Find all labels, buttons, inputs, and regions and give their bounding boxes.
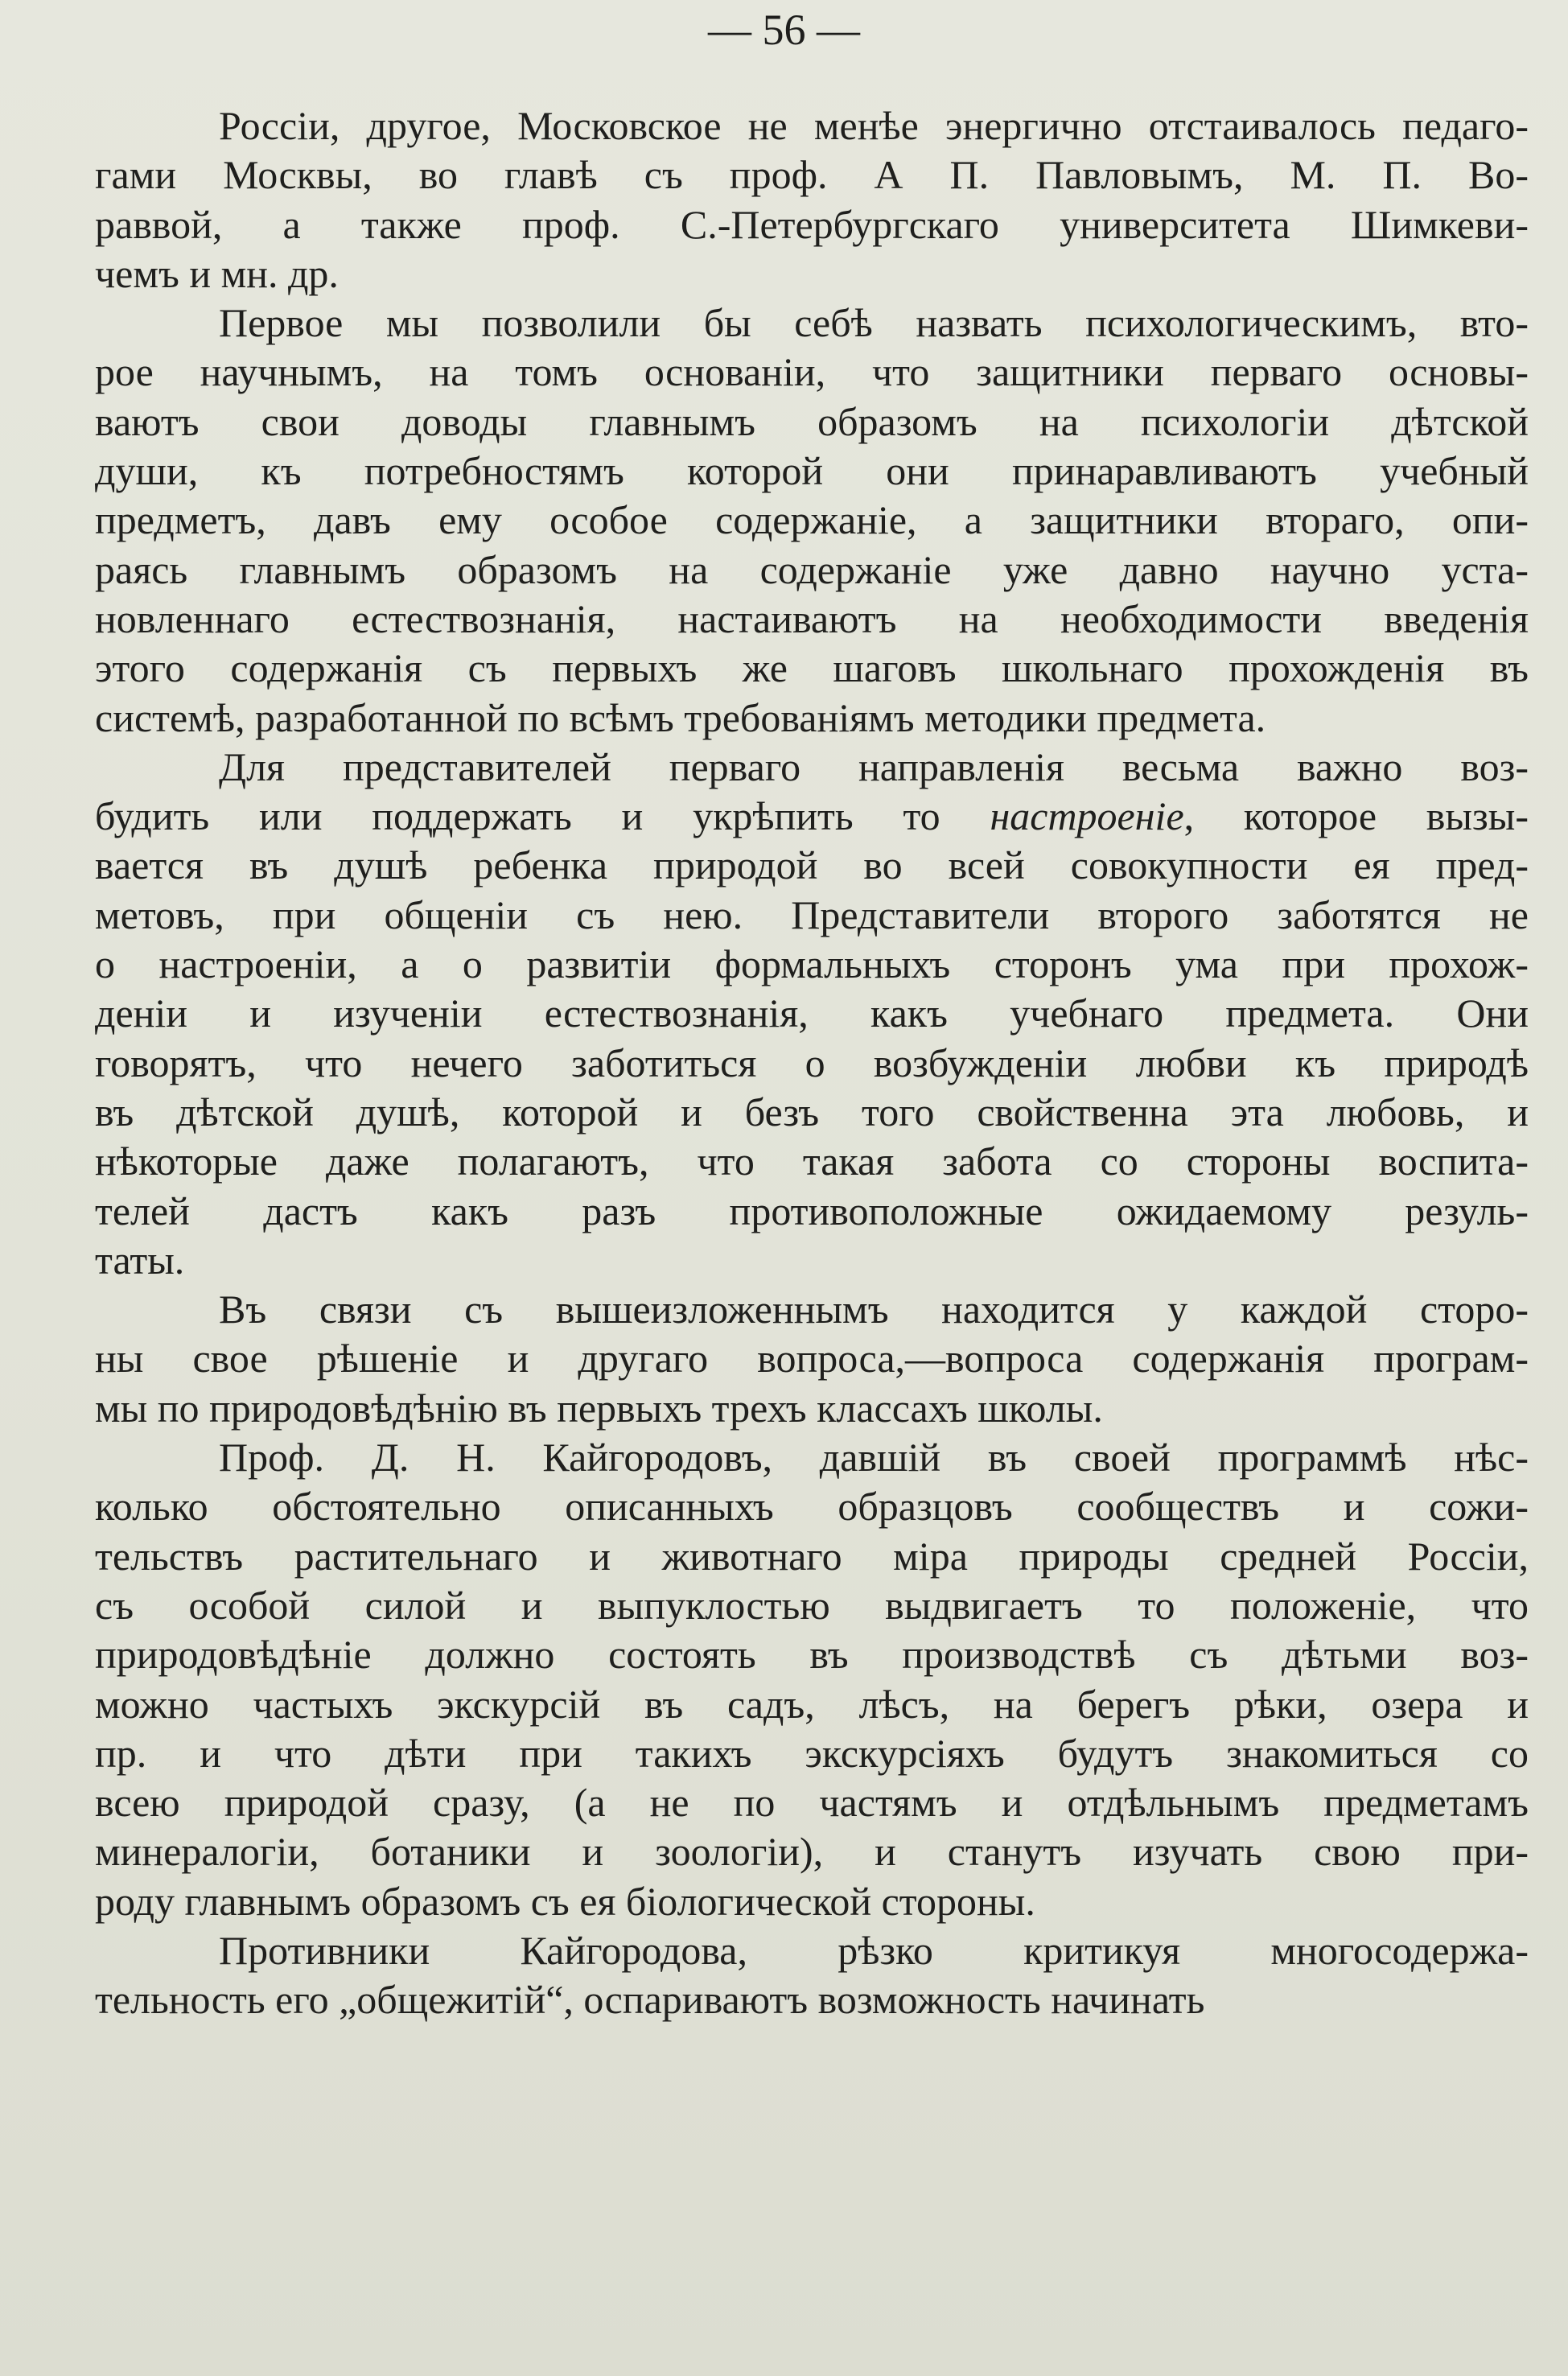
- text-line: души, къ потребностямъ которой они принаравливаютъ учебный: [95, 448, 1529, 494]
- text-line: телей дастъ какъ разъ противоположные ожидаемому резуль-: [95, 1188, 1529, 1233]
- text-line: пр. и что дѣти при такихъ экскурсіяхъ будутъ знакомиться со: [95, 1730, 1529, 1776]
- text-line: минералогіи, ботаники и зоологіи), и станутъ изучать свою при-: [95, 1829, 1529, 1875]
- text-line: будить или поддержать и укрѣпить то настроеніе, которое вызы-: [95, 793, 1529, 839]
- text-line: ны свое рѣшеніе и другаго вопроса,—вопроса содержанія програм-: [95, 1336, 1529, 1382]
- text-line: Противники Кайгородова, рѣзко критикуя многосодержа-: [219, 1927, 1529, 1973]
- text-line: мы по природовѣдѣнію въ первыхъ трехъ классахъ школы.: [95, 1385, 1103, 1431]
- text-line: говорятъ, что нечего заботиться о возбужденіи любви къ природѣ: [95, 1040, 1529, 1085]
- text-line: рое научнымъ, на томъ основаніи, что защитники перваго основы-: [95, 349, 1529, 395]
- text-line: съ особой силой и выпуклостью выдвигаетъ то положеніе, что: [95, 1582, 1529, 1628]
- text-line: нѣкоторые даже полагаютъ, что такая забота со стороны воспита-: [95, 1139, 1529, 1184]
- text-line: раввой, а также проф. С.-Петербургскаго университета Шимкеви-: [95, 201, 1529, 247]
- text-line: въ дѣтской душѣ, которой и безъ того свойственна эта любовь, и: [95, 1089, 1529, 1134]
- text-line: Россіи, другое, Московское не менѣе энергично отстаивалось педаго-: [219, 103, 1529, 148]
- page-number: — 56 —: [708, 6, 860, 54]
- text-line: природовѣдѣніе должно состоять въ производствѣ съ дѣтьми воз-: [95, 1632, 1529, 1678]
- text-line: вается въ душѣ ребенка природой во всей совокупности ея пред-: [95, 842, 1529, 888]
- text-line: всею природой сразу, (а не по частямъ и отдѣльнымъ предметамъ: [95, 1780, 1529, 1826]
- text-line: роду главнымъ образомъ съ ея біологической стороны.: [95, 1878, 1035, 1924]
- body-text: [95, 101, 1529, 2025]
- text-line: тельность его „общежитій“, оспариваютъ возможность начинать: [95, 1977, 1205, 2023]
- text-line: деніи и изученіи естествознанія, какъ учебнаго предмета. Они: [95, 990, 1529, 1036]
- text-line: этого содержанія съ первыхъ же шаговъ школьнаго прохожденія въ: [95, 645, 1529, 691]
- text-line: Для представителей перваго направленія весьма важно воз-: [219, 743, 1529, 789]
- text-line: Въ связи съ вышеизложеннымъ находится у каждой сторо-: [219, 1287, 1529, 1332]
- text-line: Первое мы позволили бы себѣ назвать психологическимъ, вто-: [219, 300, 1529, 346]
- text-line: раясь главнымъ образомъ на содержаніе уже давно научно уста-: [95, 546, 1529, 592]
- text-line: метовъ, при общеніи съ нею. Представители второго заботятся не: [95, 892, 1529, 937]
- text-line: системѣ, разработанной по всѣмъ требованіямъ методики предмета.: [95, 694, 1266, 740]
- text-line: новленнаго естествознанія, настаиваютъ на необходимости введенія: [95, 595, 1529, 641]
- text-line: тельствъ растительнаго и животнаго міра природы средней Россіи,: [95, 1533, 1529, 1579]
- text-line: колько обстоятельно описанныхъ образцовъ сообществъ и сожи-: [95, 1484, 1529, 1530]
- text-line: Проф. Д. Н. Кайгородовъ, давшій въ своей программѣ нѣс-: [219, 1435, 1529, 1480]
- text-line: таты.: [95, 1237, 185, 1283]
- text-line: можно частыхъ экскурсій въ садъ, лѣсъ, на берегъ рѣки, озера и: [95, 1681, 1529, 1727]
- text-line: чемъ и мн. др.: [95, 250, 339, 296]
- text-line: гами Москвы, во главѣ съ проф. А П. Павловымъ, М. П. Во-: [95, 152, 1529, 198]
- text-line: ваютъ свои доводы главнымъ образомъ на психологіи дѣтской: [95, 398, 1529, 444]
- text-line: о настроеніи, а о развитіи формальныхъ сторонъ ума при прохож-: [95, 941, 1529, 987]
- italic-phrase: настроеніе: [990, 793, 1184, 839]
- text-line: предметъ, давъ ему особое содержаніе, а защитники втораго, опи-: [95, 497, 1529, 543]
